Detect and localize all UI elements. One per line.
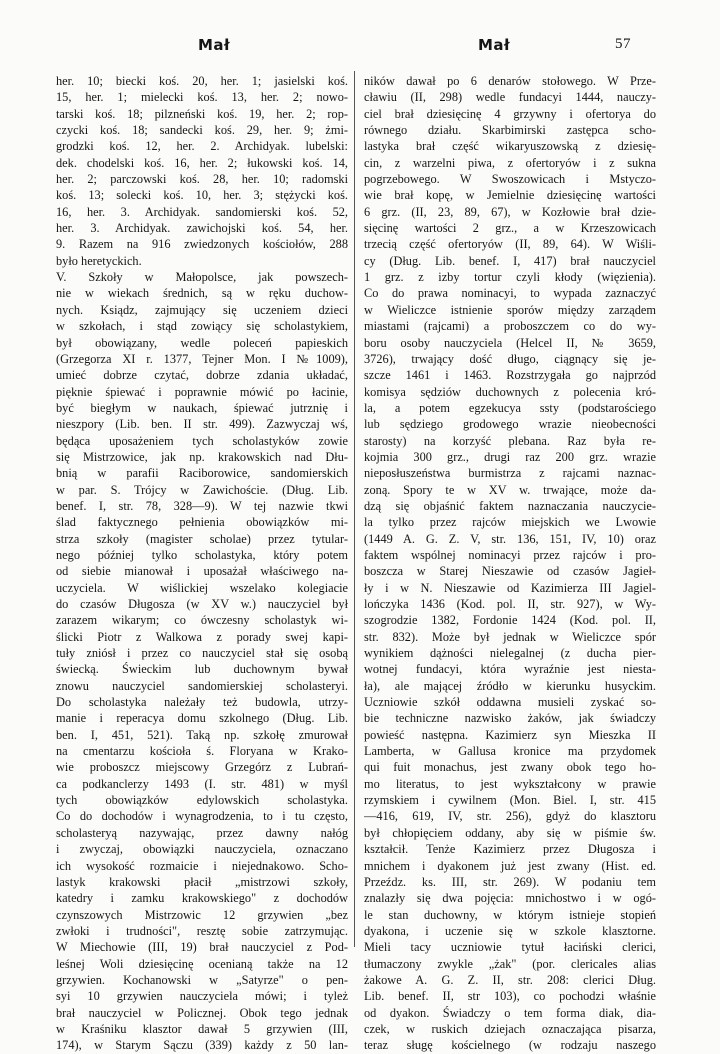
page-number: 57	[615, 36, 631, 52]
text-line: grodzki koś. 12, her. 2. Archidyak. lubelski:	[56, 139, 348, 154]
text-line: znalazły się dwa pojęcia: mnichostwo i w ogó-	[364, 891, 656, 906]
text-line: lub sędziego grodowego wrazie nieobecności	[364, 417, 656, 432]
text-line: bnią w parafii Raciborowice, sandomierskich	[56, 466, 348, 481]
text-line: w Kraśniku klasztor dawał 5 grzywien (III,	[56, 1021, 348, 1036]
text-line: ły i w N. Nieszawie od Kazimierza III Jagiel-	[364, 580, 656, 595]
text-line: zoną. Spory te w XV w. trwające, może da-	[364, 482, 656, 497]
text-line: qui fuit monachus, jest zwany obok tego ho-	[364, 760, 656, 775]
text-line: w Wieliczce istnienie sporów między zarządem	[364, 302, 656, 317]
text-line: (Grzegorza XI r. 1377, Tejner Mon. I №1009),	[56, 351, 348, 366]
text-line: strza szkoły (magister scholae) przez tytular-	[56, 531, 348, 546]
text-line: dek. chodelski koś. 16, her. 2; łukowski koś. 14,	[56, 155, 348, 170]
text-line: ników dawał po 6 denarów stołowego. W Prze-	[364, 74, 656, 88]
text-line: teraz sługę kościelnego (w rodzaju naszego	[364, 1038, 656, 1053]
text-line: scholasteryą nazywając, przez dawny nałóg	[56, 825, 348, 840]
text-line: równego działu. Skarbimirski zastępca scho-	[364, 123, 656, 138]
text-line: Co do prawa nominacyi, to wypada zaznaczyć	[364, 286, 656, 301]
text-line: manie i reperacya domu szkolnego (Dług. Lib.	[56, 711, 348, 726]
running-head-left: Mał	[198, 36, 231, 54]
text-line: koś. 13; solecki koś. 10, her. 3; stężycki koś.	[56, 188, 348, 203]
text-line: pogrzebowego. W Swoszowicach i Mstyczo-	[364, 172, 656, 187]
text-line: 16, her. 3. Archidyak. sandomierski koś. 52,	[56, 204, 348, 219]
text-line: Mieli tacy uczniowie tytuł łaciński clerici,	[364, 940, 656, 955]
right-text-column	[364, 73, 656, 1054]
text-line: la tylko przez rajców miejskich we Lwowie	[364, 515, 656, 530]
text-line: Lamberta, w Gallusa kronice ma przydomek	[364, 744, 656, 759]
text-line: benef. I, str. 78, 328—9). W tej nazwie tkwi	[56, 498, 348, 513]
text-line: tarski koś. 18; pilzneński koś. 19, her. 2; rop-	[56, 106, 348, 121]
text-line: ciel brał dziesięcinę 4 grzywny i ofertorya do	[364, 106, 656, 121]
text-line: ślicki Piotr z Walkowa z porady swej kapi-	[56, 629, 348, 644]
text-line: bie techniczne nazwisko żaków, jak świadczy	[364, 711, 656, 726]
text-line: str. 832). Może był jednak w Wieliczce spór	[364, 629, 656, 644]
text-line: boru osoby nauczyciela (Helcel II, № 3659,	[364, 335, 656, 350]
text-line: umieć dobrze czytać, dobrze zdania układać,	[56, 368, 348, 383]
text-line: 174), w Starym Sączu (339) każdy z 50 lan-	[56, 1038, 348, 1053]
text-line: uczyciela. W wiślickiej wszelako kolegiacie	[56, 580, 348, 595]
text-line: od dyakon. Świadczy o tem forma diak, dia-	[364, 1005, 656, 1020]
text-line: her. 3. Archidyak. zawichojski koś. 54, her.	[56, 221, 348, 236]
text-line: kształcił. Tenże Kazimierz przez Długosza i	[364, 842, 656, 857]
text-line: la, a potem egzekucya ssty (podstarościego	[364, 400, 656, 415]
text-line: lastyka brał część wikaryuszowską z dziesię-	[364, 139, 656, 154]
text-line: wie proboszcz miejscowy Grzegórz z Lubrań-	[56, 760, 348, 775]
text-line: her. 10; biecki koś. 20, her. 1; jasielski koś.	[56, 74, 348, 88]
text-line: —416, 619, IV, str. 256), gdyż do klasztoru	[364, 809, 656, 824]
text-line: mo literatus, to jest wykształcony w prawie	[364, 776, 656, 791]
text-line: od siebie mianował i uposażał właściwego na-	[56, 564, 348, 579]
text-line: ła), ale mającej źródło w kierunku husyckim.	[364, 678, 656, 693]
text-line: trzecią część ofertoryów (II, 89, 64). W Wiśli-	[364, 237, 656, 252]
text-line: tłumaczony zwykle „żak" (por. clericales alias	[364, 956, 656, 971]
text-line: cy (Dług. Lib. benef. I, 417) brał nauczyciel	[364, 253, 656, 268]
text-line: nieszpory (Lib. ben. II str. 499). Zazwyczaj wś,	[56, 417, 348, 432]
text-line: dyakona, i uczenie się w szkole klasztorne.	[364, 923, 656, 938]
text-line: nego później tylko scholastyka, który potem	[56, 547, 348, 562]
text-line: czynszowych Mistrzowic 12 grzywien „bez	[56, 907, 348, 922]
text-line: być biegłym w naukach, śpiewać jutrznię i	[56, 400, 348, 415]
text-line: miastami (rajcami) a proboszczem co do wy-	[364, 319, 656, 334]
text-line: i zwyczaj, obowiązki nauczyciela, oznaczano	[56, 842, 348, 857]
text-line: komisya sędziów duchownych z polecenia kró-	[364, 384, 656, 399]
text-line: faktem wspólnej nominacyi przez rajców i pro-	[364, 547, 656, 562]
text-line: będąca uposażeniem tych scholastyków zowie	[56, 433, 348, 448]
text-line: na cmentarzu kościoła ś. Floryana w Krako-	[56, 744, 348, 759]
text-line: 1 grz. z izby tortur czyli kłody (więzienia).	[364, 270, 656, 285]
text-line: brał nauczyciel w Policznej. Obok tego jednak	[56, 1005, 348, 1020]
text-line: syi 10 grzywien nauczyciela mówi; i tyleż	[56, 989, 348, 1004]
text-line: her. 2; parczowski koś. 28, her. 10; radomski	[56, 172, 348, 187]
text-line: ślad faktycznego pełnienia obowiązków mi-	[56, 515, 348, 530]
text-line: mnichem i dyakonem już jest zwany (Hist. ed.	[364, 858, 656, 873]
text-line: cławiu (II, 298) wedle fundacyi 1444, nauczy-	[364, 90, 656, 105]
text-line: żakowe A. G. Z. II, str. 208: clerici Dług.	[364, 972, 656, 987]
text-line: W Miechowie (III, 19) brał nauczyciel z Pod-	[56, 940, 348, 955]
text-line: w szkołach, i stąd zowiący się scholastykiem,	[56, 319, 348, 334]
text-line: 15, her. 1; mielecki koś. 13, her. 2; nowo-	[56, 90, 348, 105]
text-line: 9. Razem na 916 zwiedzonych kościołów, 288	[56, 237, 348, 252]
text-line: V. Szkoły w Małopolsce, jak powszech-	[56, 270, 348, 285]
text-line: grzywien. Kochanowski w „Satyrze" o pen-	[56, 972, 348, 987]
text-line: się Mistrzowice, jak np. krakowskich nad Dłu-	[56, 449, 348, 464]
running-head-right: Mał	[478, 36, 511, 54]
text-line: było heretyckich.	[56, 253, 142, 268]
text-line: świecką. Świeckim lub duchownym bywał	[56, 662, 348, 677]
text-line: cin, z warzelni piwa, z ofertoryów i z sukna	[364, 155, 656, 170]
left-text-column	[56, 73, 348, 1054]
text-line: starosty) na korzyść plebana. Raz była re-	[364, 433, 656, 448]
text-line: wynikiem dążności nielegalnej (z ducha pier-	[364, 646, 656, 661]
text-line: boszcza w Starej Nieszawie od czasów Jagieł-	[364, 564, 656, 579]
text-line: katedry i zamku krakowskiego" z dochodów	[56, 891, 348, 906]
text-line: 6 grz. (II, 23, 89, 67), w Kozłowie brał dzie-	[364, 204, 656, 219]
text-line: 3726), trwający dość długo, ciągnący się je-	[364, 351, 656, 366]
text-line: lastyk krakowski płacił „mistrzowi szkoły,	[56, 874, 348, 889]
column-divider	[354, 71, 355, 947]
text-line: ben. I, 451, 521). Taką np. szkołę zmurował	[56, 727, 348, 742]
text-line: Uczniowie szkół oddawna musieli zyskać so-	[364, 695, 656, 710]
text-line: Co do dochodów i wynagrodzenia, to i tu często,	[56, 809, 348, 824]
text-line: tych obowiązków edylowskich scholastyka.	[56, 793, 348, 808]
text-line: (1449 A. G. Z. V, str. 136, 151, IV, 10) oraz	[364, 531, 656, 546]
text-line: rzymskiem i cywilnem (Mon. Biel. I, str. 415	[364, 793, 656, 808]
text-line: szogrodzie 1382, Fordonie 1424 (Kod. pol. II,	[364, 613, 656, 628]
text-line: nych. Ksiądz, zajmujący się uczeniem dzieci	[56, 302, 348, 317]
text-line: powieść następna. Kazimierz syn Mieszka II	[364, 727, 656, 742]
text-line: leśnej Woli dziesięcinę ocenianą także na 12	[56, 956, 348, 971]
text-line: czek, w ruskich dziejach oznaczająca pisarza,	[364, 1021, 656, 1036]
text-line: lończyka 1436 (Kod. pol. II, str. 927), w Wy-	[364, 597, 656, 611]
text-line: Do scholastyka należały też budowla, utrzy-	[56, 695, 348, 710]
text-line: był chłopięciem oddany, aby się w piśmie św.	[364, 825, 656, 840]
text-line: do czasów Długosza (w XV w.) nauczyciel był	[56, 597, 348, 611]
text-line: nie w wiekach średnich, są w ręku duchow-	[56, 286, 348, 301]
text-line: tuły zniósł i przez co nauczyciel stał się osobą	[56, 646, 348, 661]
text-line: Przeźdz. ks. III, str. 269). W podaniu tem	[364, 874, 656, 889]
text-line: znowu nauczyciel sandomierskiej scholasteryi.	[56, 678, 348, 693]
text-line: ich wysokość rozmaicie i niejednakowo. Scho-	[56, 858, 348, 873]
text-line: w par. S. Trójcy w Zawichoście. (Dług. Lib.	[56, 482, 348, 497]
text-line: zarazem wikarym; co ówczesny scholastyk wi-	[56, 613, 348, 628]
text-line: kojmia 300 grz., drugi raz 200 grz. wrazie	[364, 449, 656, 464]
text-line: wie brał kopę, w Jemielnie dziesięcinę wartości	[364, 188, 656, 203]
text-line: nieposłuszeństwa burmistrza z rajcami naznac-	[364, 466, 656, 481]
text-line: ca podkanclerzy 1493 (I. str. 481) w myśl	[56, 776, 348, 791]
text-line: wotnej fundacyi, która wyraźnie jest niesta-	[364, 662, 656, 677]
text-line: le stan duchowny, w którym istnieje stopień	[364, 907, 656, 922]
text-line: Lib. benef. II, str 103), co pochodzi właśnie	[364, 989, 656, 1004]
text-line: czycki koś. 18; sandecki koś. 29, her. 9; żmi-	[56, 123, 348, 138]
text-line: zwłoki i trudności", resztę sobie zatrzymując.	[56, 923, 348, 938]
text-line: pięknie śpiewać i poprawnie mówić po łacinie,	[56, 384, 348, 399]
text-line: sięcinę wartości 2 grz., a w Krzeszowicach	[364, 221, 656, 236]
text-line: dzą się objaśnić faktem naznaczania nauczycie-	[364, 498, 656, 513]
text-line: był obowiązany, wedle poleceń papieskich	[56, 335, 348, 350]
text-line: szcze 1461 i 1463. Rozstrzygała go najprzód	[364, 368, 656, 383]
